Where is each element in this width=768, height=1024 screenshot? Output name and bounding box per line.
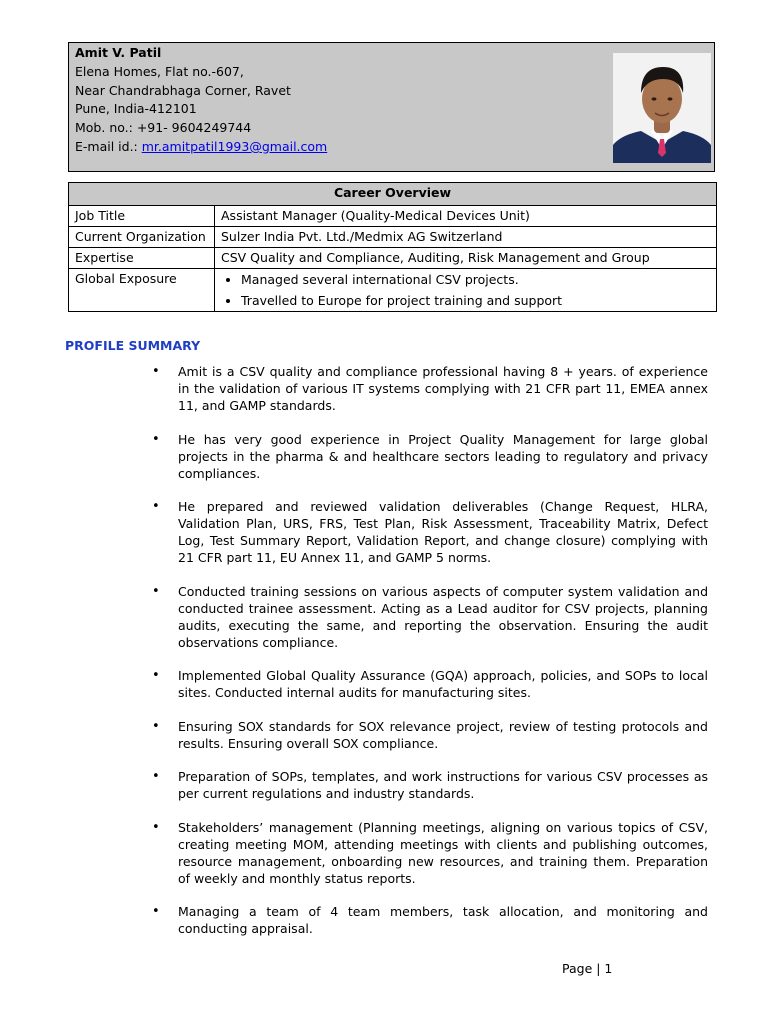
list-item [152,768,708,802]
contact-details [75,44,327,157]
bullet-icon: • [152,769,160,784]
bullet-icon: • [152,668,160,683]
contact-header [68,42,715,172]
summary-text: He prepared and reviewed validation deliverables (Change Request, HLRA, Validation Plan, URS, FRS, Test Plan, Risk Assessment, Traceability Matrix, Defect Log, Test Summary Report, Validation Report, and change closure) complying with 21 CFR part 11, EU Annex 11, and GAMP 5 norms. [178,499,708,565]
summary-text: Managing a team of 4 team members, task allocation, and monitoring and conducting appraisal. [178,904,708,936]
summary-text: Implemented Global Quality Assurance (GQA) approach, policies, and SOPs to local sites. Conducted internal audits for manufacturing sites. [178,668,708,700]
bullet-icon: • [152,718,160,734]
mobile-number: Mob. no.: +91- 9604249744 [75,120,252,136]
list-item [152,903,708,937]
list-item [152,583,708,651]
table-row [69,269,717,312]
profile-photo [613,53,711,163]
global-exposure-list [221,269,710,311]
email-label: E-mail id.: [75,138,142,154]
global-exposure-value [215,269,717,312]
expertise-value: CSV Quality and Compliance, Auditing, Risk Management and Group [215,248,717,269]
list-item [152,718,708,752]
table-row [69,248,717,269]
career-overview-table [68,182,717,312]
address-line-1: Elena Homes, Flat no.-607, [75,63,244,79]
organization-value: Sulzer India Pvt. Ltd./Medmix AG Switzerland [215,227,717,248]
address-line-2: Near Chandrabhaga Corner, Ravet [75,82,291,98]
list-item [152,363,708,414]
candidate-name: Amit V. Patil [75,45,162,60]
organization-label: Current Organization [69,227,215,248]
bullet-icon: • [152,499,160,514]
summary-text: Preparation of SOPs, templates, and work instructions for various CSV processes as per current regulations and industry standards. [178,769,708,801]
profile-summary-heading: PROFILE SUMMARY [65,338,201,353]
profile-summary-list [152,363,708,954]
bullet-icon: • [152,431,160,447]
summary-text: Conducted training sessions on various aspects of computer system validation and conducted trainee assessment. Acting as a Lead auditor for CSV projects, planning audits, executing the same, and reporting the observation. Ensuring the audit observations compliance. [178,583,708,650]
email-link[interactable]: mr.amitpatil1993@gmail.com [141,138,328,154]
list-item [152,431,708,482]
email-line [75,138,327,157]
job-title-label: Job Title [69,206,215,227]
job-title-value: Assistant Manager (Quality-Medical Devices Unit) [215,206,717,227]
summary-text: Amit is a CSV quality and compliance professional having 8 + years. of experience in the validation of various IT systems complying with 21 CFR part 11, EMEA annex 11, and GAMP standards. [178,364,708,413]
list-item: • Travelled to Europe for project training and support [241,290,710,311]
summary-text: He has very good experience in Project Quality Management for large global projects in the pharma & and healthcare sectors leading to regulatory and privacy compliances. [178,431,708,481]
bullet-icon: • [152,364,160,379]
bullet-icon: • [152,904,160,919]
list-item [152,667,708,701]
expertise-label: Expertise [69,248,215,269]
profile-photo-illustration [613,53,711,163]
summary-text: Ensuring SOX standards for SOX relevance project, review of testing protocols and results. Ensuring overall SOX compliance. [178,718,708,751]
page-number: Page | 1 [562,961,613,976]
address-line-3: Pune, India-412101 [75,101,197,117]
list-item [152,819,708,887]
table-row [69,206,717,227]
bullet-icon: • [152,583,160,599]
table-row [69,227,717,248]
list-item: • Managed several international CSV projects. [241,269,710,290]
list-item [152,498,708,566]
global-exposure-label: Global Exposure [69,269,215,312]
career-overview-title: Career Overview [69,183,717,206]
summary-text: Stakeholders’ management (Planning meetings, aligning on various topics of CSV, creating meeting MOM, attending meetings with clients and publishing outcomes, resource management, onboarding new resources, and training them. Preparation of weekly and monthly status reports. [178,819,708,886]
bullet-icon: • [152,819,160,835]
